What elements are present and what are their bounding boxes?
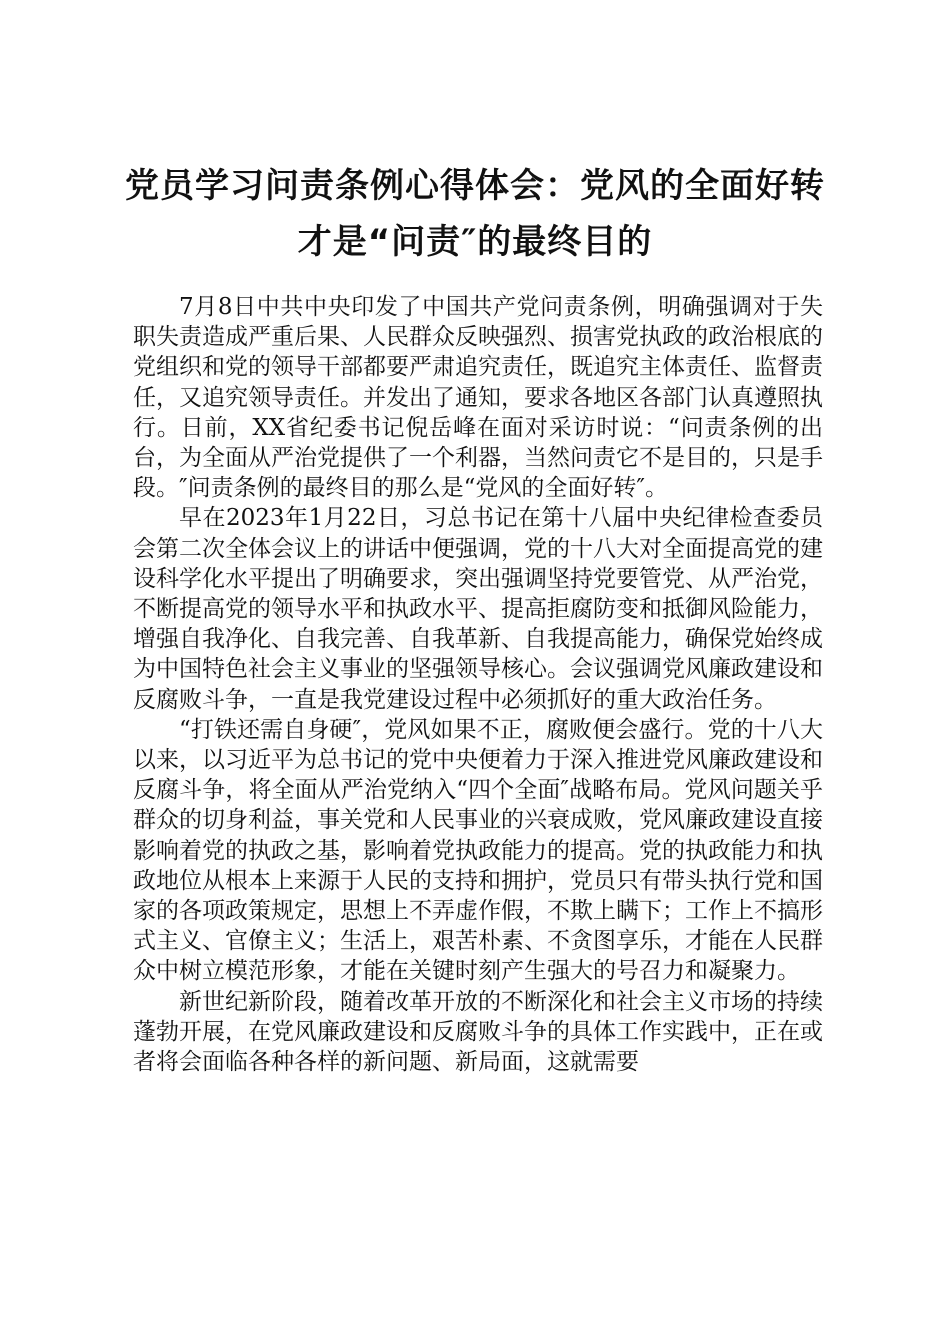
document-body <box>133 292 823 1077</box>
paragraph-3: “打铁还需自身硬″，党风如果不正，腐败便会盛行。党的十八大以来，以习近平为总书记的党中央便着力于深入推进党风廉政建设和反腐斗争，将全面从严治党纳入“四个全面″战略布局。党风问题关乎群众的切身利益，事关党和人民事业的兴衰成败，党风廉政建设直接影响着党的执政之基，影响着党执政能力的提高。党的执政能力和执政地位从根本上来源于人民的支持和拥护，党员只有带头执行党和国家的各项政策规定，思想上不弄虚作假，不欺上瞒下；工作上不搞形式主义、官僚主义；生活上，艰苦朴素、不贪图享乐，才能在人民群众中树立模范形象，才能在关键时刻产生强大的号召力和凝聚力。 <box>133 716 823 985</box>
document-title-line-1: 党员学习问责条例心得体会：党风的全面好转 <box>125 166 825 206</box>
paragraph-4: 新世纪新阶段，随着改革开放的不断深化和社会主义市场的持续蓬勃开展，在党风廉政建设和反腐败斗争的具体工作实践中，正在或者将会面临各种各样的新问题、新局面，这就需要 <box>133 988 823 1076</box>
document-title-line-2: 才是“问责″的最终目的 <box>297 222 653 262</box>
paragraph-1: 7月8日中共中央印发了中国共产党问责条例，明确强调对于失职失责造成严重后果、人民群众反映强烈、损害党执政的政治根底的党组织和党的领导干部都要严肃追究责任，既追究主体责任、监督责任，又追究领导责任。并发出了通知，要求各地区各部门认真遵照执行。日前，XX省纪委书记倪岳峰在面对采访时说：“问责条例的出台，为全面从严治党提供了一个利器，当然问责它不是目的，只是手段。″问责条例的最终目的那么是“党风的全面好转″。 <box>133 294 823 502</box>
paragraph-2: 早在2023年1月22日，习总书记在第十八届中央纪律检查委员会第二次全体会议上的讲话中便强调，党的十八大对全面提高党的建设科学化水平提出了明确要求，突出强调坚持党要管党、从严治党，不断提高党的领导水平和执政水平、提高拒腐防变和抵御风险能力，增强自我净化、自我完善、自我革新、自我提高能力，确保党始终成为中国特色社会主义事业的坚强领导核心。会议强调党风廉政建设和反腐败斗争，一直是我党建设过程中必须抓好的重大政治任务。 <box>133 505 823 713</box>
